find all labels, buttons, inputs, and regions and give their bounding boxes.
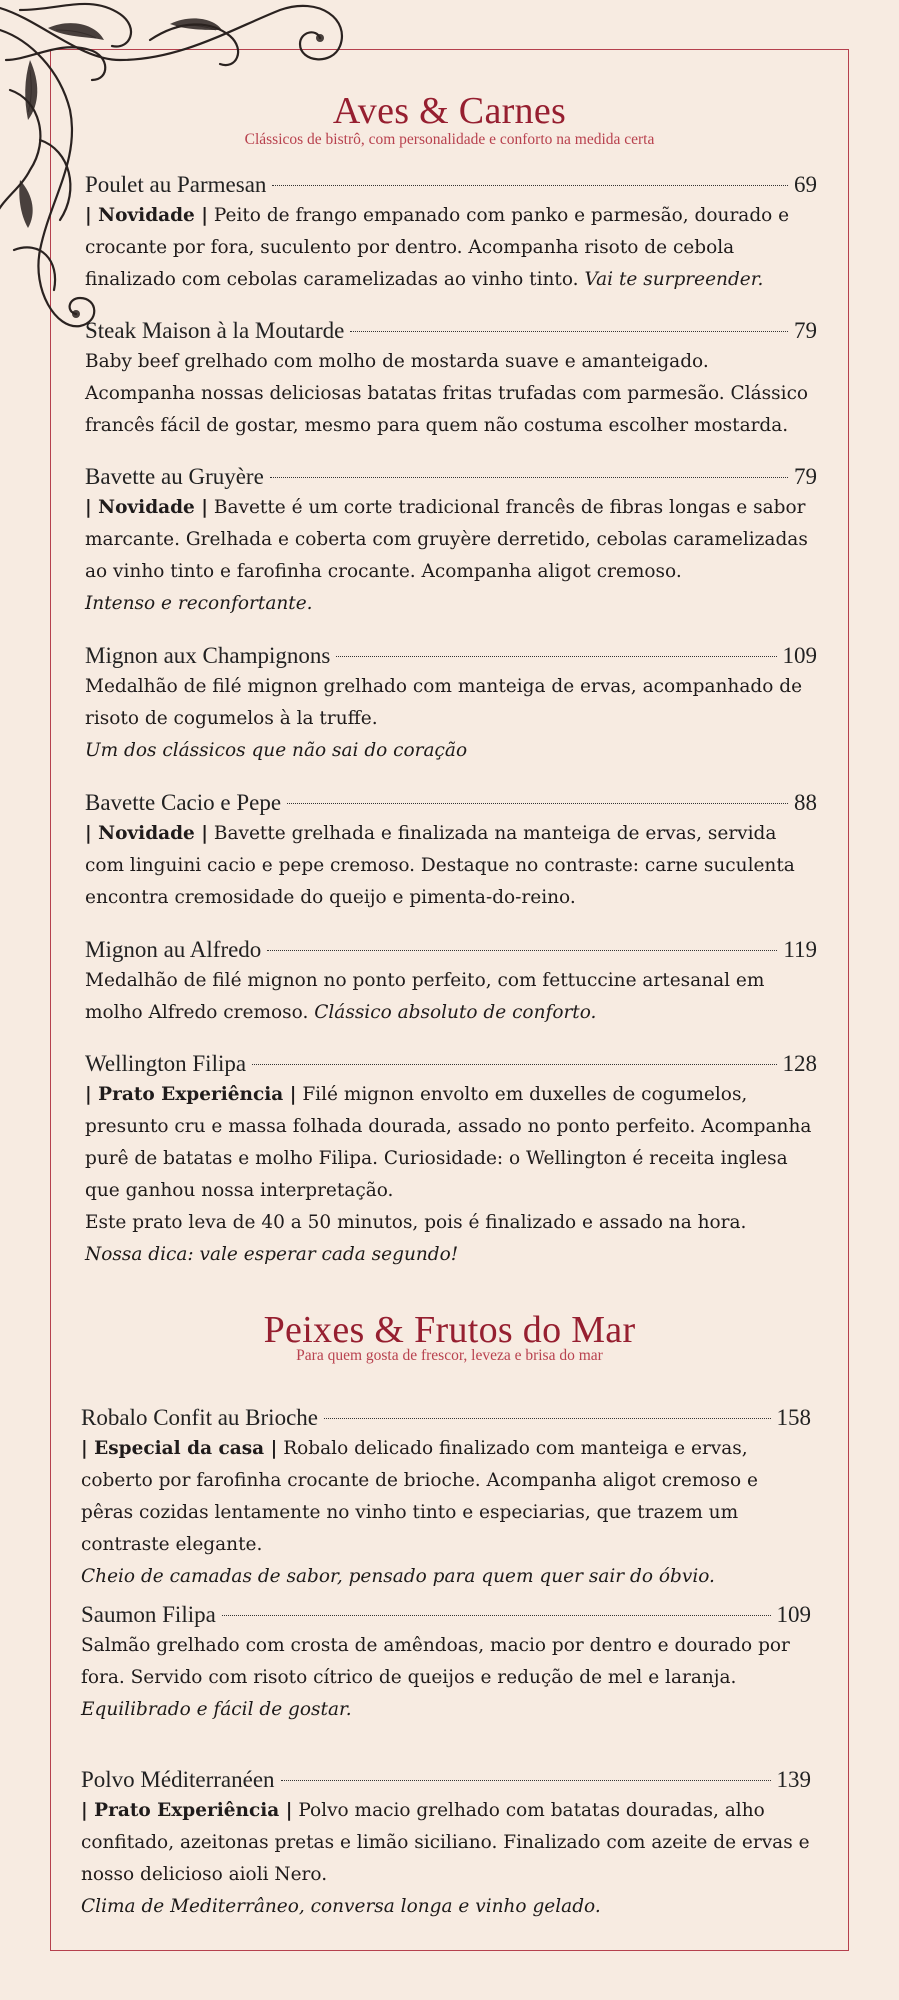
item-description: [85, 492, 817, 588]
item-description: [85, 818, 817, 914]
leader-dots: [350, 331, 788, 332]
menu-item: [81, 1600, 811, 1726]
leader-dots: [252, 1064, 776, 1065]
item-name: Bavette au Gruyère: [85, 464, 264, 489]
item-name: Saumon Filipa: [81, 1602, 216, 1627]
section-title-peixes: Peixes & Frutos do Mar: [263, 1309, 636, 1351]
item-price: 88: [794, 790, 817, 815]
leader-dots: [267, 950, 777, 951]
item-note: Nossa dica: vale esperar cada segundo!: [85, 1244, 459, 1265]
item-text: Bavette grelhada e finalizada na manteiga de ervas, servida com linguini cacio e pepe cremoso. Destaque no contraste: carne suculenta encontra cremosidade do queijo e pimenta-do-reino.: [85, 823, 795, 908]
item-price: 79: [794, 318, 817, 343]
item-name: Steak Maison à la Moutarde: [85, 318, 345, 343]
item-price: 158: [776, 1405, 811, 1430]
menu-item: [85, 935, 817, 1029]
menu-item: [85, 1049, 817, 1271]
leader-dots: [270, 477, 788, 478]
item-text: Filé mignon envolto em duxelles de cogumelos, presunto cru e massa folhada dourada, assado no ponto perfeito. Acompanha purê de batatas e molho Filipa. Curiosidade: o Wellington é receita inglesa que ganhou nossa interpretação.: [85, 1084, 812, 1201]
item-note: Cheio de camadas de sabor, pensado para quem quer sair do óbvio.: [81, 1566, 715, 1587]
item-name: Bavette Cacio e Pepe: [85, 790, 282, 815]
item-tag: | Especial da casa |: [81, 1438, 278, 1459]
item-price: 139: [776, 1767, 811, 1792]
item-name: Robalo Confit au Brioche: [81, 1405, 318, 1430]
item-italic: Clássico absoluto de conforto.: [314, 1002, 597, 1023]
item-note: Um dos clássicos que não sai do coração: [85, 740, 468, 761]
item-description: Salmão grelhado com crosta de amêndoas, macio por dentro e dourado por fora. Servido com risoto cítrico de queijos e redução de mel e laranja.: [81, 1635, 790, 1688]
menu-item: [85, 316, 817, 442]
item-name: Poulet au Parmesan: [85, 172, 267, 197]
item-description: [81, 1433, 811, 1561]
item-price: 119: [783, 937, 817, 962]
leader-dots: [222, 1615, 771, 1616]
section-subtitle-peixes: Para quem gosta de frescor, leveza e brisa do mar: [296, 1347, 603, 1364]
item-text: Polvo macio grelhado com batatas douradas, alho confitado, azeitonas pretas e limão siciliano. Finalizado com azeite de ervas e nosso delicioso aioli Nero.: [81, 1800, 810, 1885]
item-extra: Este prato leva de 40 a 50 minutos, pois é finalizado e assado na hora.: [85, 1212, 747, 1233]
section-subtitle-aves-carnes: Clássicos de bistrô, com personalidade e conforto na medida certa: [244, 131, 655, 148]
leader-dots: [287, 803, 788, 804]
item-note: Equilibrado e fácil de gostar.: [81, 1699, 352, 1720]
item-description: [81, 1795, 811, 1891]
menu-item: [85, 170, 817, 296]
section-title-aves-carnes: Aves & Carnes: [332, 90, 567, 132]
item-price: 128: [782, 1051, 817, 1076]
item-name: Wellington Filipa: [85, 1051, 247, 1076]
item-price: 69: [794, 172, 817, 197]
item-name: Mignon aux Champignons: [85, 643, 331, 668]
item-name: Polvo Méditerranéen: [81, 1767, 275, 1792]
item-price: 109: [782, 643, 817, 668]
leader-dots: [272, 185, 788, 186]
item-tag: | Novidade |: [85, 205, 208, 226]
item-description: [85, 1079, 817, 1207]
menu-item: [81, 1765, 811, 1923]
item-text: Peito de frango empanado com panko e parmesão, dourado e crocante por fora, suculento por dentro. Acompanha risoto de cebola finalizado com cebolas caramelizadas ao vinho tinto.: [85, 205, 790, 290]
item-description: [85, 965, 817, 1029]
item-price: 109: [776, 1602, 811, 1627]
leader-dots: [336, 656, 776, 657]
item-tag: | Novidade |: [85, 823, 208, 844]
leader-dots: [324, 1418, 771, 1419]
menu-item: [81, 1403, 811, 1593]
item-price: 79: [794, 464, 817, 489]
menu-item: [85, 462, 817, 620]
item-text: Robalo delicado finalizado com manteiga e ervas, coberto por farofinha crocante de brioche. Acompanha aligot cremoso e pêras cozidas lentamente no vinho tinto e especiarias, que trazem um contraste elegante.: [81, 1438, 759, 1555]
item-tag: | Prato Experiência |: [81, 1800, 293, 1821]
item-note: Intenso e reconfortante.: [85, 593, 313, 614]
item-tag: | Novidade |: [85, 497, 208, 518]
item-text: Medalhão de filé mignon no ponto perfeito, com fettuccine artesanal em molho Alfredo cremoso.: [85, 970, 765, 1023]
item-description: Baby beef grelhado com molho de mostarda suave e amanteigado. Acompanha nossas deliciosas batatas fritas trufadas com parmesão. Clássico francês fácil de gostar, mesmo para quem não costuma escolher mostarda.: [85, 351, 809, 436]
item-note: Clima de Mediterrâneo, conversa longa e vinho gelado.: [81, 1896, 601, 1917]
item-description: Medalhão de filé mignon grelhado com manteiga de ervas, acompanhado de risoto de cogumelos à la truffe.: [85, 676, 803, 729]
item-description: [85, 200, 817, 296]
item-italic: Vai te surpreender.: [584, 269, 764, 290]
leader-dots: [281, 1780, 771, 1781]
item-tag: | Prato Experiência |: [85, 1084, 297, 1105]
menu-item: [85, 788, 817, 914]
menu-item: [85, 641, 817, 767]
item-name: Mignon au Alfredo: [85, 937, 262, 962]
item-text: Bavette é um corte tradicional francês de fibras longas e sabor marcante. Grelhada e coberta com gruyère derretido, cebolas caramelizadas ao vinho tinto e farofinha crocante. Acompanha aligot cremoso.: [85, 497, 808, 582]
